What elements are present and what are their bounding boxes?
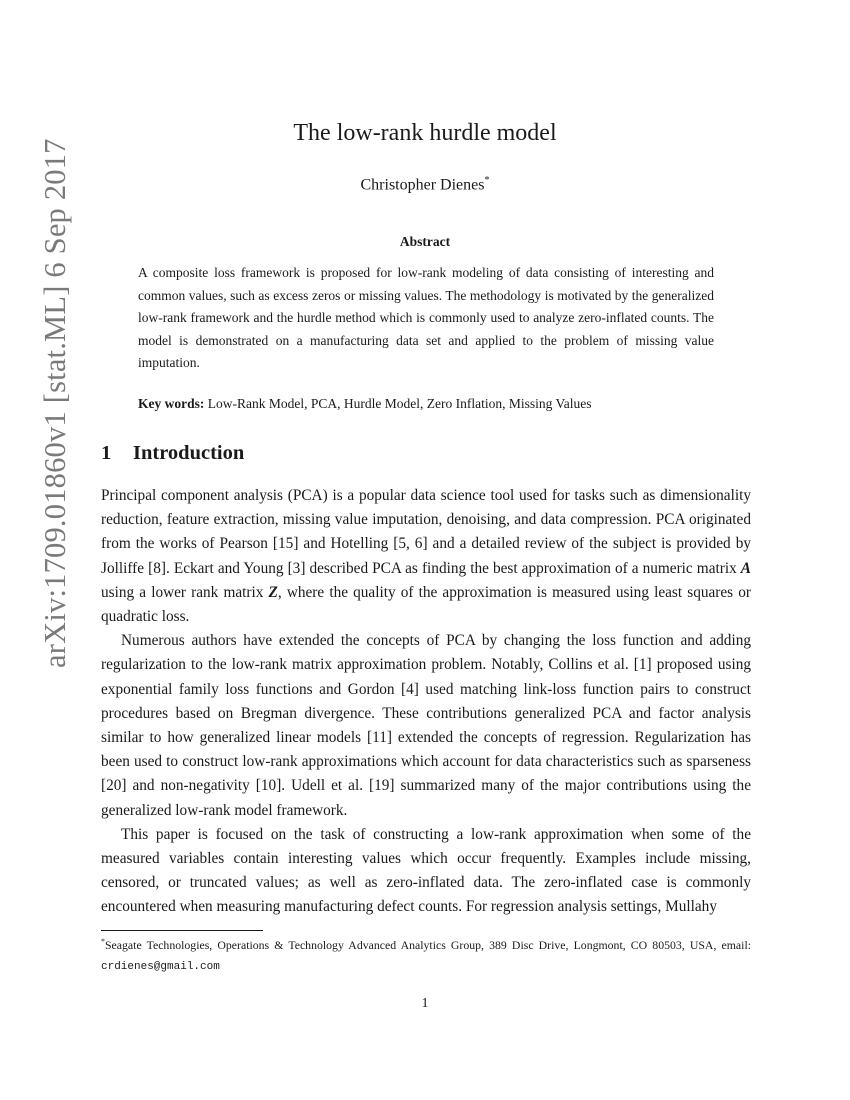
section-number: 1 xyxy=(101,442,112,464)
section-heading xyxy=(101,442,244,465)
abstract-text: A composite loss framework is proposed for low-rank modeling of data consisting of interesting and common values, such as excess zeros or missing values. The methodology is motivated by the generalized low-rank framework and the hurdle method which is commonly used to analyze zero-inflated counts. The model is demonstrated on a manufacturing data set and applied to the problem of missing value imputation. xyxy=(138,265,714,370)
paragraph-1-part-a: Principal component analysis (PCA) is a popular data science tool used for tasks such as dimensionality reduction, feature extraction, missing value imputation, denoising, and data compression. PCA originated from the works of Pearson [15] and Hotelling [5, 6] and a detailed review of the subject is provided by Jolliffe [8]. Eckart and Young [3] described PCA as finding the best approximation of a numeric matrix xyxy=(101,487,751,577)
keywords-text: Low-Rank Model, PCA, Hurdle Model, Zero Inflation, Missing Values xyxy=(207,396,592,411)
footnote-email: crdienes@gmail.com xyxy=(101,960,220,973)
author-footnote-mark: * xyxy=(484,175,490,186)
author-name: Christopher Dienes xyxy=(360,176,485,194)
arxiv-identifier-stamp: arXiv:1709.01860v1 [stat.ML] 6 Sep 2017 xyxy=(38,138,72,668)
paragraph-3: This paper is focused on the task of constructing a low-rank approximation when some of the measured variables contain interesting values which occur frequently. Examples include missing, censored, or truncated values; as well as zero-inflated data. The zero-inflated case is commonly encountered when measuring manufacturing defect counts. For regression analysis settings, Mullahy xyxy=(101,825,751,916)
paper-title: The low-rank hurdle model xyxy=(293,120,557,146)
matrix-z-symbol: Z xyxy=(268,583,278,601)
footnote-text: Seagate Technologies, Operations & Technology Advanced Analytics Group, 389 Disc Drive, Longmont, CO 80503, USA, email: xyxy=(105,937,751,952)
keywords-label: Key words: xyxy=(138,396,205,411)
author-footnote xyxy=(101,932,751,977)
paragraph-1 xyxy=(101,484,751,629)
section-title: Introduction xyxy=(133,442,245,464)
abstract-heading: Abstract xyxy=(399,234,451,249)
keywords-line xyxy=(138,393,714,415)
footnote-mark: * xyxy=(101,937,105,946)
author-line xyxy=(0,175,850,194)
paragraph-1-part-c: , where the quality of the approximation is measured using least squares or quadratic loss. xyxy=(101,583,752,626)
paragraph-1-part-b: using a lower rank matrix xyxy=(101,583,269,601)
introduction-body xyxy=(101,484,751,920)
matrix-a-symbol: A xyxy=(740,559,751,577)
page-number: 1 xyxy=(421,996,429,1011)
paragraph-2: Numerous authors have extended the concepts of PCA by changing the loss function and adding regularization to the low-rank matrix approximation problem. Notably, Collins et al. [1] proposed using exponential family loss functions and Gordon [4] used matching link-loss function pairs to construct procedures based on Bregman divergence. These contributions generalized PCA and factor analysis similar to how generalized linear models [11] extended the concepts of regression. Regularization has been used to construct low-rank approximations which account for data characteristics such as sparseness [20] and non-negativity [10]. Udell et al. [19] summarized many of the major contributions using the generalized low-rank model framework. xyxy=(101,632,751,819)
footnote-rule xyxy=(101,930,263,931)
